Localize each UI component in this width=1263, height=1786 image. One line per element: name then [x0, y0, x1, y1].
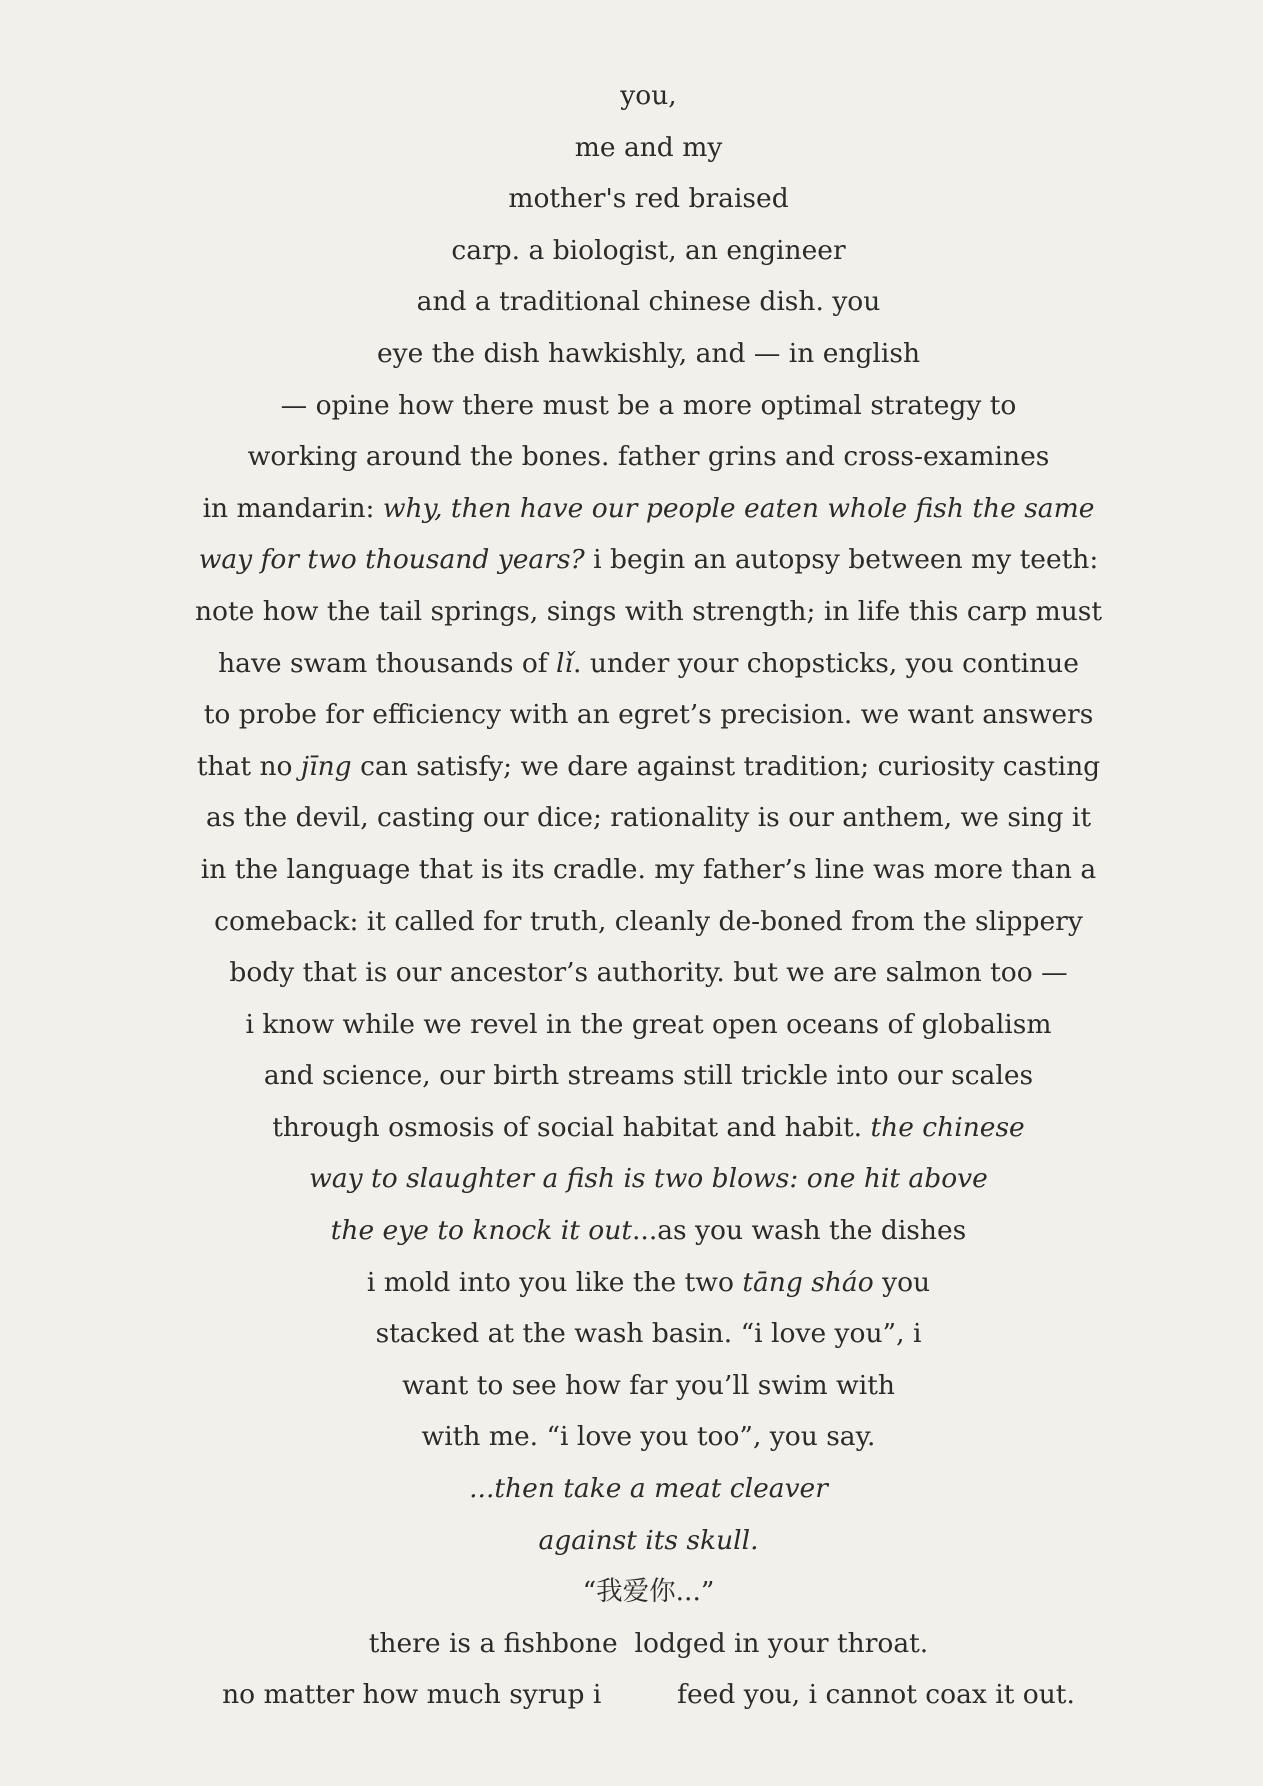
poem-italic-text: the chinese — [870, 1111, 1025, 1143]
poem-line — [0, 1050, 1263, 1102]
poem-line — [0, 947, 1263, 999]
poem-line — [0, 276, 1263, 328]
poem-text: eye the dish hawkishly, and — in english — [376, 337, 921, 369]
poem-text: that no — [196, 750, 301, 782]
poem-line — [0, 1205, 1263, 1257]
poem-italic-text: jīng — [300, 750, 352, 782]
poem-line — [0, 1102, 1263, 1154]
poem-line — [0, 173, 1263, 225]
poem-line — [0, 431, 1263, 483]
poem-line — [0, 689, 1263, 741]
poem-line — [0, 586, 1263, 638]
poem-text: — opine how there must be a more optimal strategy to — [280, 389, 1017, 421]
poem-italic-text: the eye to knock it out — [330, 1215, 632, 1247]
poem-text: mother's red braised — [508, 183, 789, 215]
poem-line — [0, 1360, 1263, 1412]
poem-text: and a traditional chinese dish. you — [416, 286, 881, 318]
poem-text: . under your chopsticks, you continue — [572, 647, 1079, 679]
poem-line — [0, 1618, 1263, 1670]
poem-text: ...as you wash the dishes — [631, 1215, 967, 1247]
poem-line — [0, 638, 1263, 690]
poem-line — [0, 328, 1263, 380]
poem-text: stacked at the wash basin. “i love you”, i — [375, 1318, 922, 1350]
poem-line — [0, 1411, 1263, 1463]
poem-text: i mold into you like the two — [366, 1266, 743, 1298]
poem — [0, 70, 1263, 1721]
poem-text: you — [873, 1266, 931, 1298]
poem-line — [0, 70, 1263, 122]
poem-text: me and my — [574, 131, 723, 163]
poem-italic-text: way to slaughter a fish is two blows: one hit above — [309, 1163, 988, 1195]
poem-text: i begin an autopsy between my teeth: — [584, 544, 1099, 576]
poem-line — [0, 483, 1263, 535]
poem-line — [0, 1669, 1263, 1721]
poem-line — [0, 122, 1263, 174]
poem-text: “我爱你...” — [582, 1576, 715, 1608]
poem-line — [0, 896, 1263, 948]
poem-line — [0, 1515, 1263, 1567]
poem-text: to probe for efficiency with an egret’s precision. we want answers — [203, 699, 1094, 731]
poem-italic-text: against its skull. — [538, 1524, 759, 1556]
poem-text: note how the tail springs, sings with strength; in life this carp must — [194, 595, 1103, 627]
poem-text: and science, our birth streams still trickle into our scales — [263, 1060, 1034, 1092]
poem-italic-text: ...then take a meat cleaver — [469, 1473, 828, 1505]
poem-line — [0, 999, 1263, 1051]
poem-italic-text: why, then have our people eaten whole fish the same — [382, 492, 1095, 524]
poem-line — [0, 844, 1263, 896]
poem-text: through osmosis of social habitat and habit. — [272, 1111, 871, 1143]
poem-line — [0, 741, 1263, 793]
poem-line — [0, 792, 1263, 844]
poem-line — [0, 534, 1263, 586]
poem-line — [0, 225, 1263, 277]
poem-text: have swam thousands of — [218, 647, 557, 679]
poem-line — [0, 1308, 1263, 1360]
poem-text: no matter how much syrup i feed you, i cannot coax it out. — [222, 1679, 1075, 1711]
poem-text: want to see how far you’ll swim with — [402, 1369, 895, 1401]
poem-line — [0, 1566, 1263, 1618]
poem-italic-text: lǐ — [556, 647, 573, 679]
poem-text: body that is our ancestor’s authority. but we are salmon too — — [229, 957, 1068, 989]
poem-italic-text: way for two thousand years? — [198, 544, 585, 576]
poem-line — [0, 1463, 1263, 1515]
poem-text: in mandarin: — [202, 492, 383, 524]
poem-line — [0, 380, 1263, 432]
poem-text: as the devil, casting our dice; rationality is our anthem, we sing it — [205, 802, 1091, 834]
poem-text: you, — [620, 80, 677, 111]
poem-line — [0, 1257, 1263, 1309]
poem-text: with me. “i love you too”, you say. — [421, 1421, 876, 1453]
poem-text: i know while we revel in the great open oceans of globalism — [245, 1008, 1052, 1040]
poem-text: there is a fishbone lodged in your throat. — [368, 1627, 929, 1659]
poem-text: carp. a biologist, an engineer — [451, 234, 846, 266]
poem-line — [0, 1153, 1263, 1205]
poem-italic-text: tāng sháo — [742, 1266, 874, 1298]
poem-text: working around the bones. father grins and cross-examines — [247, 441, 1050, 473]
poem-text: comeback: it called for truth, cleanly de-boned from the slippery — [214, 905, 1083, 937]
poem-text: in the language that is its cradle. my father’s line was more than a — [200, 853, 1097, 885]
poem-text: can satisfy; we dare against tradition; curiosity casting — [351, 750, 1101, 782]
